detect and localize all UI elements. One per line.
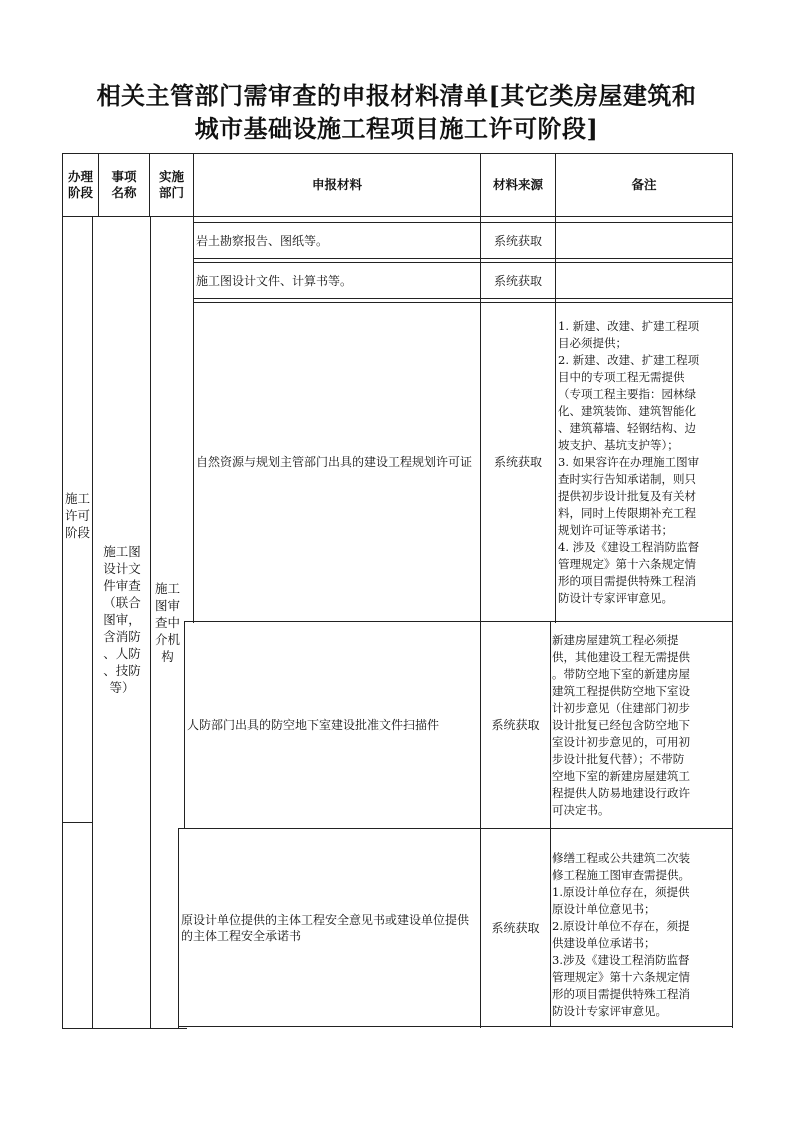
table-row-note: 1. 新建、改建、扩建工程项 目必须提供； 2. 新建、改建、扩建工程项 目中的专项工程无需提供 （专项工程主要指：园林绿 化、建筑装饰、建筑智能化 、建筑幕墙、轻钢结构、边 坡支护、基坑支护等）； 3. 如果容许在办理施工图审 查时实行告知承诺制，则只 提供初步设计批复及有关材 料，同时上传限期补充工程 规划许可证等承诺书； 4. 涉及《建设工程消防监督 管理规定》第十六条规定情 形的项目需提供特殊工程消 防设计专家评审意见。 <box>558 319 700 605</box>
table-row-source: 系统获取 <box>493 273 542 288</box>
document-title-line1: 相关主管部门需审查的申报材料清单[其它类房屋建筑和 <box>96 81 697 110</box>
table-row-material: 自然资源与规划主管部门出具的建设工程规划许可证 <box>196 455 473 469</box>
header-material: 申报材料 <box>311 177 362 192</box>
item-name-cell: 施工图 设计文 件审查 （联合 图审， 含消防 、人防 、技防 等） <box>103 544 141 695</box>
table-row-source: 系统获取 <box>491 920 540 935</box>
stage-cell: 施工 许可 阶段 <box>64 491 90 540</box>
table-row-material: 原设计单位提供的主体工程安全意见书或建设单位提供的主体工程安全承诺书 <box>181 912 470 943</box>
table-row-material: 岩土勘察报告、图纸等。 <box>196 233 329 248</box>
table-row-material: 施工图设计文件、计算书等。 <box>196 273 353 288</box>
document-title-line2: 城市基础设施工程项目施工许可阶段] <box>194 114 599 143</box>
header-stage: 办理 阶段 <box>67 169 93 200</box>
header-item: 事项 名称 <box>111 169 137 200</box>
header-dept: 实施 部门 <box>158 169 184 200</box>
department-cell: 施工 图审 查中 介机 构 <box>154 581 180 664</box>
table-row-note: 新建房屋建筑工程必须提 供，其他建设工程无需提供 。带防空地下室的新建房屋 建筑工程提供防空地下室设 计初步意见（住建部门初步 设计批复已经包含防空地下 室设计初步意见的，可用初 步设计批复代替）；不带防 空地下室的新建房屋建筑工 程提供人防易地建设行政许 可决定书。 <box>552 633 690 817</box>
header-source: 材料来源 <box>492 177 543 192</box>
table-row-source: 系统获取 <box>493 455 542 469</box>
table-row-source: 系统获取 <box>491 718 540 732</box>
table-row-material: 人防部门出具的防空地下室建设批准文件扫描件 <box>187 718 440 732</box>
table-row-note: 修缮工程或公共建筑二次装 修工程施工图审查需提供。 1.原设计单位存在，须提供 原设计单位意见书； 2.原设计单位不存在，须提 供建设单位承诺书； 3.涉及《建设工程消防监督 管理规定》第十六条规定情 形的项目需提供特殊工程消 防设计专家评审意见。 <box>552 851 690 1018</box>
table-row-source: 系统获取 <box>493 233 542 248</box>
header-note: 备注 <box>631 177 657 192</box>
